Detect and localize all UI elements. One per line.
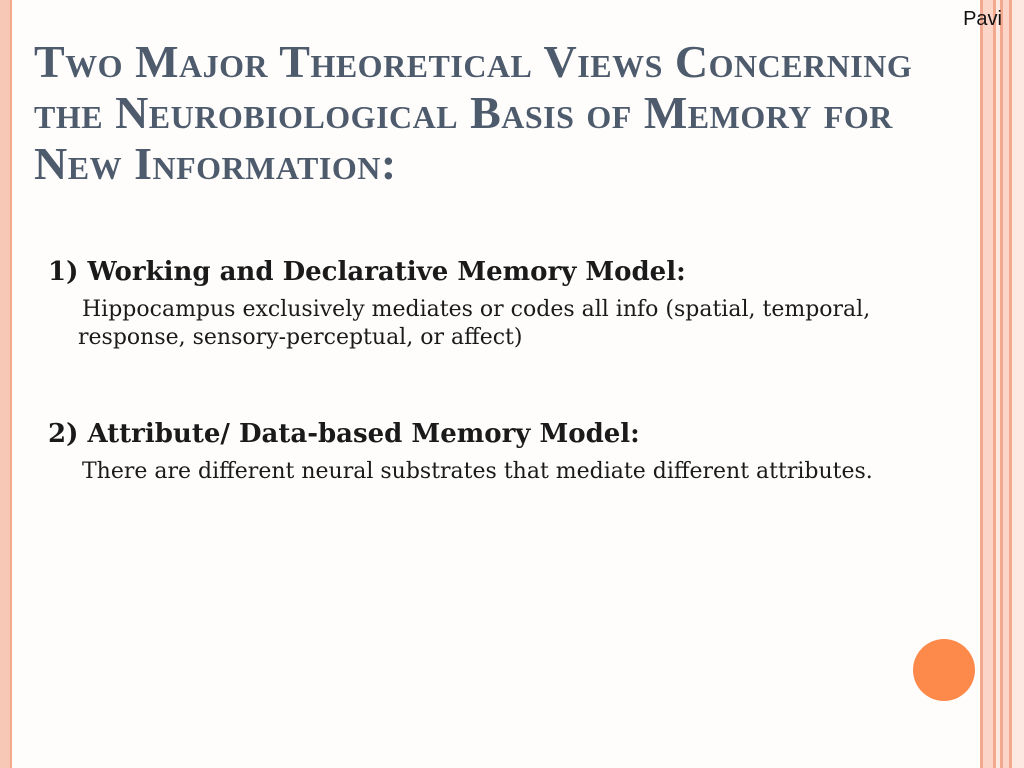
slide-content <box>48 254 928 486</box>
left-decorative-line <box>10 0 12 768</box>
item-body: Hippocampus exclusively mediates or codes all info (spatial, temporal, response, sensory-perceptual, or affect) <box>78 297 871 350</box>
list-item <box>48 254 928 352</box>
slide-title: Two Major Theoretical Views Concerning the Neurobiological Basis of Memory for New Information: <box>34 36 913 189</box>
author-label: Pavi <box>963 8 1002 30</box>
left-decorative-stripe <box>0 0 10 768</box>
list-item <box>48 416 928 486</box>
item-heading: 1) Working and Declarative Memory Model: <box>48 257 686 287</box>
right-decorative-stripe <box>983 0 993 768</box>
decorative-circle <box>913 639 975 701</box>
right-decorative-stripe <box>1012 0 1024 768</box>
item-body: There are different neural substrates that mediate different attributes. <box>82 459 873 484</box>
item-heading: 2) Attribute/ Data-based Memory Model: <box>48 419 640 449</box>
